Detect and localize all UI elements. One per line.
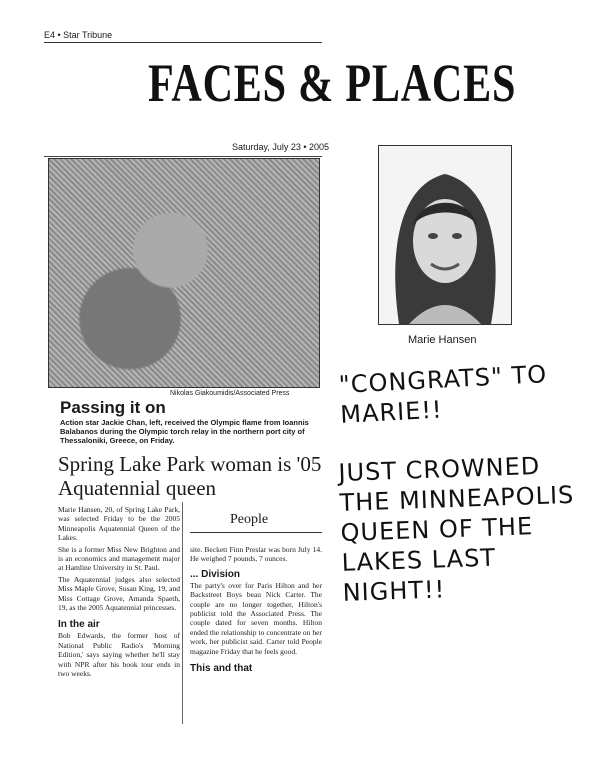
in-the-air-text: Bob Edwards, the former host of National Public Radio's 'Morning Edition,' says saying whether he'll stay with NPR after his book tour ends in two weeks. xyxy=(58,631,180,679)
marie-hansen-portrait xyxy=(378,145,512,325)
photo-caption: Action star Jackie Chan, left, received the Olympic flame from Ioannis Balabanos during the Olympic torch relay in the northern port city of Thessaloniki, Greece, on Friday. xyxy=(60,418,309,445)
handwritten-message: JUST CROWNED THE MINNEAPOLIS QUEEN OF THE LAKES LAST NIGHT!! xyxy=(338,451,575,607)
column-divider xyxy=(182,502,183,724)
story-paragraph: She is a former Miss New Brighton and is an economics and management major at Hamline University in St. Paul. xyxy=(58,544,180,573)
photo-credit: Nikolas Giakoumidis/Associated Press xyxy=(170,390,290,397)
story-paragraph: Marie Hansen, 20, of Spring Lake Park, was selected Friday to be the 2005 Minneapolis Aquatennial Queen of the Lakes. xyxy=(58,505,180,543)
handwritten-congrats: "CONGRATS" TO MARIE!! xyxy=(338,360,548,429)
people-rule xyxy=(190,532,322,533)
torch-relay-photo xyxy=(48,158,320,388)
header-rule xyxy=(44,42,322,43)
dateline-rule xyxy=(44,156,322,157)
portrait-image xyxy=(379,146,511,324)
masthead-title: FACES & PLACES xyxy=(148,53,517,113)
division-text: The party's over for Paris Hilton and her Backstreet Boys beau Nick Carter. The couple are no longer together, Hilton's publicist told the Associated Press. The couple dated for seven months. Hilton ended the relationship to concentrate on her work, her publicist said. Carter told People magazine Friday that he feels good. xyxy=(190,580,322,656)
main-headline: Spring Lake Park woman is '05 Aquatennial queen xyxy=(58,452,322,500)
people-section-label: People xyxy=(230,512,269,527)
people-intro: site. Beckett Finn Preslar was born July 14. He weighed 7 pounds, 7 ounces. xyxy=(190,545,322,564)
dateline: Saturday, July 23 • 2005 xyxy=(232,142,330,152)
division-subhead: ... Division xyxy=(190,568,241,580)
people-column xyxy=(190,545,322,675)
this-and-that-subhead: This and that xyxy=(190,663,253,675)
main-story-column xyxy=(58,505,180,679)
portrait-caption: Marie Hansen xyxy=(408,334,477,346)
story-paragraph: The Aquatennial judges also selected Miss Maple Grove, Susan King, 19, and Miss Cottage Grove, Amanda Spaeth, 19, as the 2005 Aquatennial princesses. xyxy=(58,574,180,613)
in-the-air-subhead: In the air xyxy=(58,619,100,631)
page-header-line: E4 • Star Tribune xyxy=(44,30,113,40)
passing-it-on-title: Passing it on xyxy=(60,398,166,417)
